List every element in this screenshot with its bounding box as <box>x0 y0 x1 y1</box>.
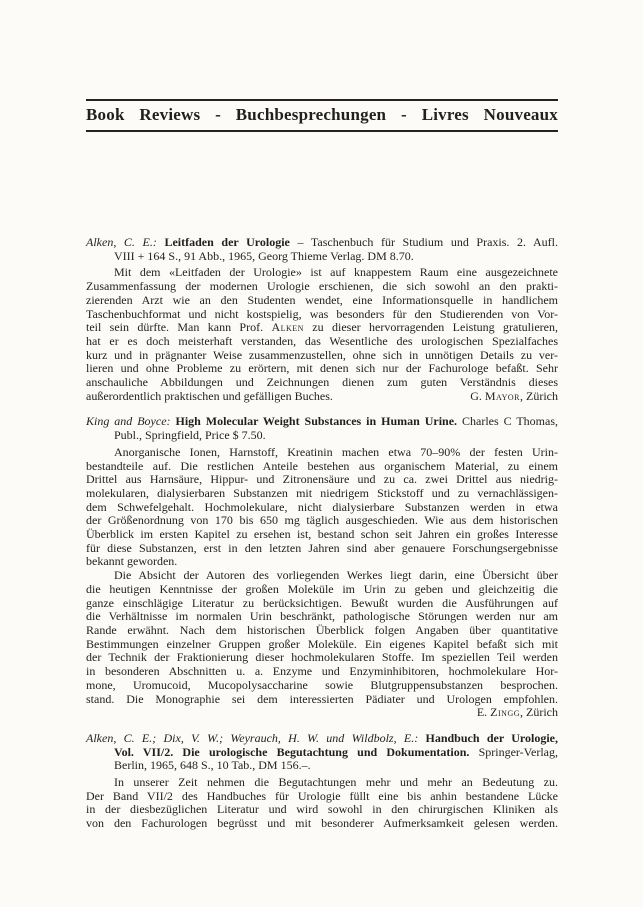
text-segment: Bestimmungen einzelner Gruppen großer Moleküle. Ein eigenes Kapitel befaßt sich mit <box>86 636 558 651</box>
text-segment: Überblick im ersten Kapitel zu ersehen ist, bestand schon seit Jahren ein großes Interesse <box>86 527 558 542</box>
text-line <box>86 473 558 487</box>
text-segment: lieren und ohne Probleme zu erörtern, mit denen sich nur der Fachurologe befaßt. Sehr <box>86 361 558 376</box>
text-segment: Leitfaden der Urologie <box>164 235 290 249</box>
text-line <box>86 610 558 624</box>
text-line <box>86 732 558 746</box>
text-line <box>86 776 558 790</box>
text-segment: stand. Die Monographie sei dem interessierten Pädiater und Urologen empfohlen. <box>86 691 558 706</box>
text-line <box>86 817 558 831</box>
text-line <box>86 280 558 294</box>
text-segment: dem Schwefelgehalt. Hochmolekulare, nicht dialysierbare Substanzen werden in etwa <box>86 499 558 514</box>
text-line <box>86 308 558 322</box>
text-segment: hat er es doch meisterhaft verstanden, das Wesentliche des urologischen Spezialfaches <box>86 333 558 348</box>
text-line <box>86 597 558 611</box>
text-segment: zierenden Arzt wie an den Studenten wendet, eine Informationsquelle in handlichem <box>86 292 558 307</box>
text-line <box>86 555 558 569</box>
text-line <box>86 514 558 528</box>
text-segment: der Technik der Fraktionierung dieser hochmolekularen Stoffe. Im speziellen Teil werden <box>86 650 558 665</box>
text-line <box>86 759 558 773</box>
text-segment: High Molecular Weight Substances in Human Urine. <box>175 414 458 429</box>
text-segment: Publ., Springfield, Price $ 7.50. <box>114 428 266 443</box>
text-segment: für diese Substanzen, erst in den letzten Jahren sind aber genauere Forschungsergebnisse <box>86 540 558 555</box>
text-segment: anschauliche Abbildungen und Zeichnungen dienen zum guten Verständnis dieses <box>86 375 558 390</box>
text-segment: VIII + 164 S., 91 Abb., 1965, Georg Thieme Verlag. DM 8.70. <box>114 248 414 263</box>
text-segment: bestandteile auf. Die restlichen Anteile bestehen aus organischem Material, zu einem <box>86 458 558 473</box>
text-segment: Die Absicht der Autoren des vorliegenden Werkes liegt darin, eine Übersicht über <box>114 568 558 583</box>
text-segment: molekularen, dialysierbaren Substanzen mit niedrigem Stickstoff und zu vernachlässigen- <box>86 485 558 500</box>
text-segment: Alken, C. E.: <box>86 235 165 249</box>
text-line <box>86 349 558 363</box>
text-segment: Anorganische Ionen, Harnstoff, Kreatinin machen etwa 70–90% der festen Urin- <box>114 444 558 459</box>
text-segment: Vol. VII/2. Die urologische Begutachtung und Dokumentation. <box>114 744 470 759</box>
text-line <box>86 415 558 429</box>
text-segment: Springer-Verlag, <box>469 744 558 759</box>
text-segment: außerordentlich praktischen und gefälligen Buches. <box>86 388 333 403</box>
text-segment: zu dieser hervorragenden Leistung gratulieren, <box>303 320 558 335</box>
page-title: Book Reviews - Buchbesprechungen - Livres Nouveaux <box>86 105 558 124</box>
text-line <box>86 376 558 390</box>
review-3-heading <box>86 732 558 773</box>
review-2-body-paragraph-2 <box>86 569 558 720</box>
text-segment: ganze einschlägige Literatur zu berücksichtigen. Bewußt wurden die Ausführungen auf <box>86 595 558 610</box>
text-segment: Charles C Thomas, <box>457 414 558 429</box>
text-segment: King and Boyce: <box>86 414 176 429</box>
text-line <box>86 446 558 460</box>
text-line <box>86 790 558 804</box>
text-segment: Rande erwähnt. Nach dem historischen Überblick folgen Angaben über quantitative <box>86 622 558 637</box>
text-line <box>86 266 558 280</box>
text-segment: von den Fachurologen begrüsst und mit besonderer Aufmerksamkeit gelesen werden. <box>86 816 558 831</box>
text-line <box>86 679 558 693</box>
text-segment: G. <box>470 388 485 403</box>
text-line <box>86 651 558 665</box>
text-segment: die heutigen Kenntnisse der großen Moleküle im Urin zu geben und gleichzeitig die <box>86 581 558 596</box>
review-2-heading <box>86 415 558 442</box>
review-1-heading <box>86 236 558 263</box>
text-segment: Zusammenfassung der modernen Urologie erschienen, die sich sowohl an den prakti- <box>86 279 558 294</box>
text-line <box>86 665 558 679</box>
text-line <box>86 569 558 583</box>
text-line <box>86 638 558 652</box>
text-segment: kurz und in prägnanter Weise zusammenzustellen, ohne sich in unnötigen Details zu ver- <box>86 347 558 362</box>
text-line <box>86 624 558 638</box>
text-line <box>86 583 558 597</box>
text-line <box>86 250 558 264</box>
text-line <box>86 487 558 501</box>
text-segment: – Taschenbuch für Studium und Praxis. 2. Aufl. <box>289 235 558 249</box>
text-segment: in besonderen Abschnitten u. a. Enzyme und Enzyminhibitoren, hochmolekulare Hor- <box>86 664 558 679</box>
person-name: Alken <box>271 320 304 335</box>
text-line <box>86 501 558 515</box>
text-line <box>86 362 558 376</box>
text-line <box>86 803 558 817</box>
text-segment: In unserer Zeit nehmen die Begutachtungen mehr und mehr an Bedeutung zu. <box>114 775 558 790</box>
text-line <box>86 528 558 542</box>
text-segment: Alken, C. E.; Dix, V. W.; Weyrauch, H. W. und Wildbolz, E.: <box>86 730 426 745</box>
reviewer-signature <box>86 706 558 720</box>
reviewer-signature <box>458 390 558 404</box>
text-segment: bekannt geworden. <box>86 554 178 569</box>
review-1-body <box>86 266 558 403</box>
text-segment: Berlin, 1965, 648 S., 10 Tab., DM 156.–. <box>114 758 311 773</box>
text-segment: Taschenbuchformat und nicht kostspielig, was besonders für den Studierenden von Vor- <box>86 306 558 321</box>
text-line <box>86 335 558 349</box>
text-line <box>86 693 558 707</box>
review-2-body-paragraph-1 <box>86 446 558 569</box>
text-line <box>86 294 558 308</box>
text-segment: Handbuch der Urologie, <box>425 730 558 745</box>
text-line <box>86 746 558 760</box>
text-segment: der Größenordnung von 170 bis 650 mg täglich ausgeschieden. Wie aus dem historischen <box>86 513 558 528</box>
page-header <box>86 99 558 132</box>
text-segment: in der diesbezüglichen Literatur und wird sowohl in den chirurgischen Kliniken als <box>86 802 558 817</box>
text-segment: die Verhältnisse im normalen Urin beschränkt, pathologische Störungen werden nur am <box>86 609 558 624</box>
text-segment: mone, Uromucoid, Mucopolysaccharine sowie Blutgruppensubstanzen besprochen. <box>86 677 558 692</box>
reviews-content <box>86 236 558 831</box>
person-name: Mayor <box>484 388 520 403</box>
review-3-body <box>86 776 558 831</box>
review-1-last-line <box>86 390 558 404</box>
text-segment: , Zürich <box>520 705 558 720</box>
text-line <box>86 321 558 335</box>
text-segment: Drittel aus Harnsäure, Hippur- und Zitronensäure und zu ca. zwei Drittel aus niedrig- <box>86 472 558 487</box>
text-segment: teil sein dürfte. Man kann Prof. <box>86 320 272 335</box>
text-segment: E. <box>476 705 491 720</box>
text-segment: Der Band VII/2 des Handbuches für Urologie füllt eine bis anhin bestandene Lücke <box>86 788 558 803</box>
text-line <box>86 542 558 556</box>
text-line <box>86 236 558 250</box>
text-segment: Mit dem «Leitfaden der Urologie» ist auf knappestem Raum eine ausgezeichnete <box>114 265 558 280</box>
paragraph-text <box>86 390 333 404</box>
text-segment: , Zürich <box>520 388 558 403</box>
text-line <box>86 460 558 474</box>
text-line <box>86 429 558 443</box>
person-name: Zingg <box>490 705 520 720</box>
